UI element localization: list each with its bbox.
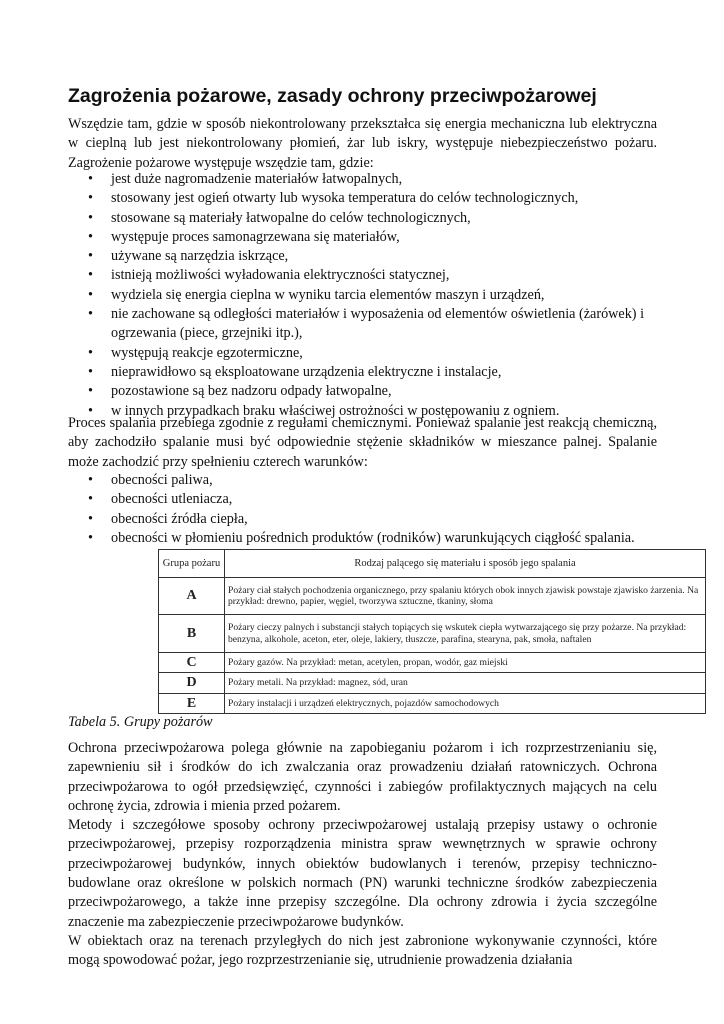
bullet: • bbox=[88, 267, 93, 284]
list-item bbox=[68, 471, 657, 490]
header-group: Grupa pożaru bbox=[159, 550, 225, 578]
bullet: • bbox=[88, 363, 93, 380]
group-code: D bbox=[159, 673, 225, 693]
list-item-text: jest duże nagromadzenie materiałów łatwopalnych, bbox=[111, 171, 403, 187]
list-item-text: używane są narzędzia iskrzące, bbox=[111, 248, 289, 265]
group-description: Pożary gazów. Na przykład: metan, acetylen, propan, wodór, gaz miejski bbox=[225, 653, 706, 673]
list-item bbox=[68, 490, 657, 509]
group-code: B bbox=[159, 615, 225, 653]
group-code: C bbox=[159, 653, 225, 673]
conditions-list bbox=[68, 471, 657, 548]
paragraph: W obiektach oraz na terenach przyległych do nich jest zabronione wykonywanie czynności, które mogą spowodować pożar, jego rozprzestrzenianie się, utrudnienie prowadzenia działania bbox=[68, 932, 657, 969]
bullet: • bbox=[88, 306, 93, 323]
list-item bbox=[68, 363, 657, 382]
list-item bbox=[68, 209, 657, 228]
bullet: • bbox=[88, 402, 93, 419]
group-description: Pożary cieczy palnych i substancji stałych topiących się wskutek ciepła wytwarzającego się przy pożarze. Na przykład: benzyna, alkohole, aceton, eter, oleje, lakiery, tłuszcze, parafina, stearyna, pak, smoła, naftalen bbox=[225, 615, 706, 653]
bullet: • bbox=[88, 248, 93, 265]
list-item-text: istnieją możliwości wyładowania elektryczności statycznej, bbox=[111, 267, 450, 284]
list-item bbox=[68, 247, 657, 266]
list-item bbox=[68, 170, 657, 189]
list-item bbox=[68, 305, 657, 344]
table-row bbox=[159, 673, 706, 693]
group-description: Pożary ciał stałych pochodzenia organicznego, przy spalaniu których obok innych zjawisk powstaje zjawisko żarzenia. Na przykład: drewno, papier, węgiel, tworzywa sztuczne, tkaniny, słoma bbox=[225, 578, 706, 615]
bullet: • bbox=[88, 228, 93, 245]
bullet: • bbox=[88, 344, 93, 361]
list-item-text: obecności paliwa, bbox=[111, 472, 213, 488]
table-row bbox=[159, 653, 706, 673]
bullet: • bbox=[88, 209, 93, 226]
list-item-text: nieprawidłowo są eksploatowane urządzenia elektryczne i instalacje, bbox=[111, 363, 502, 380]
paragraph: Ochrona przeciwpożarowa polega głównie na zapobieganiu pożarom i ich rozprzestrzenianiu się, zapewnieniu sił i środków do ich zwalczania oraz prowadzeniu działań ratowniczych. Ochrona przeciwpożarowa to ogół przedsięwzięć, czynności i zabiegów profilaktycznych mających na celu ochronę życia, zdrowia i mienia przed pożarem. bbox=[68, 740, 657, 814]
body-text bbox=[68, 739, 657, 971]
list-item-text: obecności utleniacza, bbox=[111, 491, 233, 508]
list-item-text: obecności w płomieniu pośrednich produktów (rodników) warunkujących ciągłość spalania. bbox=[111, 529, 635, 546]
list-item-text: obecności źródła ciepła, bbox=[111, 510, 248, 527]
group-description: Pożary metali. Na przykład: magnez, sód, uran bbox=[225, 673, 706, 693]
list-item bbox=[68, 344, 657, 363]
header-description: Rodzaj palącego się materiału i sposób jego spalania bbox=[225, 550, 706, 578]
list-item bbox=[68, 228, 657, 247]
bullet: • bbox=[88, 510, 93, 527]
fire-groups-table bbox=[158, 549, 706, 714]
bullet: • bbox=[88, 472, 93, 488]
table-row bbox=[159, 615, 706, 653]
list-item-text: stosowany jest ogień otwarty lub wysoka temperatura do celów technologicznych, bbox=[111, 190, 579, 207]
bullet: • bbox=[88, 171, 93, 187]
table-row bbox=[159, 693, 706, 713]
table-row bbox=[159, 578, 706, 615]
list-item-text: pozostawione są bez nadzoru odpady łatwopalne, bbox=[111, 383, 392, 400]
bullet: • bbox=[88, 190, 93, 207]
list-item-text: stosowane są materiały łatwopalne do celów technologicznych, bbox=[111, 209, 471, 226]
group-description: Pożary instalacji i urządzeń elektrycznych, pojazdów samochodowych bbox=[225, 693, 706, 713]
table-caption: Tabela 5. Grupy pożarów bbox=[68, 714, 213, 730]
list-item-text: występują reakcje egzotermiczne, bbox=[111, 344, 303, 361]
page-title: Zagrożenia pożarowe, zasady ochrony przeciwpożarowej bbox=[68, 85, 597, 107]
fire-groups-table-wrapper bbox=[158, 549, 706, 711]
list-item-text: występuje proces samonagrzewana się materiałów, bbox=[111, 228, 400, 245]
bullet: • bbox=[88, 286, 93, 303]
table-header-row bbox=[159, 550, 706, 578]
list-item bbox=[68, 266, 657, 285]
group-code: E bbox=[159, 693, 225, 713]
bullet: • bbox=[88, 529, 93, 546]
bullet: • bbox=[88, 383, 93, 400]
group-code: A bbox=[159, 578, 225, 615]
list-item-text: w innych przypadkach braku właściwej ostrożności w postępowaniu z ogniem. bbox=[111, 402, 560, 419]
intro-paragraph: Wszędzie tam, gdzie w sposób niekontrolowany przekształca się energia mechaniczna lub elektryczna w cieplną lub jest niekontrolowany płomień, żar lub iskry, występuje niebezpieczeństwo pożaru. Zagrożenie pożarowe występuje wszędzie tam, gdzie: bbox=[68, 116, 657, 171]
list-item bbox=[68, 286, 657, 305]
combustion-paragraph: Proces spalania przebiega zgodnie z regułami chemicznymi. Ponieważ spalanie jest reakcją chemiczną, aby zachodziło spalanie musi być odpowiednie stężenie składników w mieszance palnej. Spalanie może zachodzić przy spełnieniu czterech warunków: bbox=[68, 415, 657, 470]
list-item-text: wydziela się energia cieplna w wyniku tarcia elementów maszyn i urządzeń, bbox=[111, 286, 545, 303]
bullet: • bbox=[88, 491, 93, 508]
list-item bbox=[68, 529, 657, 548]
list-item bbox=[68, 382, 657, 401]
list-item bbox=[68, 510, 657, 529]
hazard-list bbox=[68, 170, 657, 421]
list-item bbox=[68, 189, 657, 208]
paragraph: Metody i szczegółowe sposoby ochrony przeciwpożarowej ustalają przepisy ustawy o ochronie przeciwpożarowej, przepisy rozporządzenia ministra spraw wewnętrznych w sprawie ochrony przeciwpożarowej budynków, innych obiektów budowlanych i terenów, przepisy techniczno-budowlane oraz określone w polskich normach (PN) warunki techniczne środków zabezpieczenia przeciwpożarowego, a także inne przepisy szczególne. Dla ochrony zdrowia i życia szczególne znaczenie ma zabezpieczenie przeciwpożarowe budynków. bbox=[68, 817, 657, 930]
list-item-text: nie zachowane są odległości materiałów i wyposażenia od elementów oświetlenia (żarówek) i ogrzewania (piece, grzejniki itp.), bbox=[111, 306, 645, 342]
